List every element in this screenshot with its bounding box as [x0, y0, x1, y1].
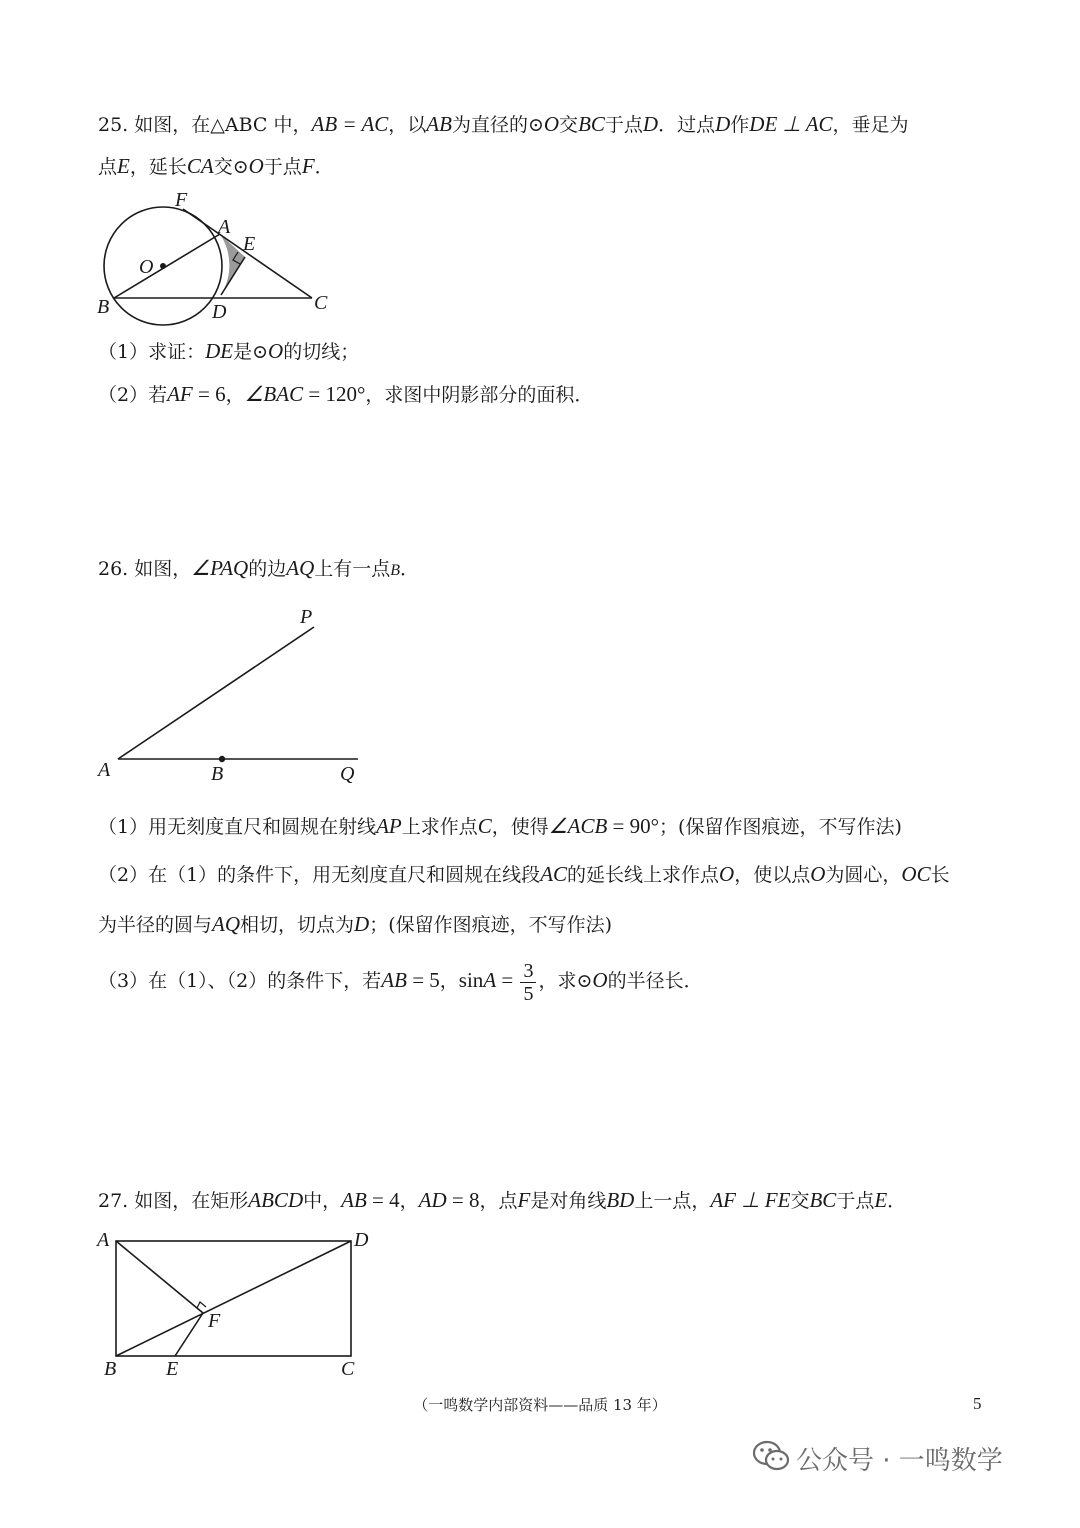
- watermark-text: 公众号 · 一鸣数学: [796, 1446, 1003, 1476]
- q25-line2: 点E，延长CA交⊙O于点F．: [98, 154, 334, 178]
- q27-label: E: [166, 1358, 179, 1380]
- q25-label: C: [314, 292, 328, 314]
- q27-label: C: [341, 1358, 355, 1380]
- q27-seg-af: [116, 1241, 203, 1313]
- fraction: $\frac{3}{5}$: [520, 960, 536, 1005]
- q27-line1: 27. 如图，在矩形ABCD中，AB = 4，AD = 8，点F是对角线BD上一点，AF ⊥ FE交BC于点E．: [98, 1188, 907, 1212]
- q25-label: D: [212, 301, 227, 323]
- q26-label: Q: [340, 763, 355, 785]
- page-footer: （一鸣数学内部资料——品质 13 年）: [413, 1396, 667, 1414]
- q27-label: A: [97, 1229, 110, 1251]
- q25-part1: （1）求证：DE是⊙O的切线；: [98, 339, 360, 363]
- q25-label: B: [97, 296, 110, 318]
- q27-label: D: [354, 1229, 369, 1251]
- watermark: [752, 1432, 1062, 1482]
- q26-part3: （3）在（1）、（2）的条件下，若AB = 5，sinA = $\frac{3}{5}$ ，求⊙O的半径长．: [98, 959, 703, 1005]
- q25-part2: （2）若AF = 6，∠BAC = 120°，求图中阴影部分的面积．: [98, 382, 594, 406]
- q27-diagonal-bd: [116, 1241, 351, 1356]
- q26-part1: （1）用无刻度直尺和圆规在射线AP上求作点C，使得∠ACB = 90°；(保留作图痕迹，不写作法): [98, 814, 902, 838]
- q27-right-angle-mark: [197, 1302, 206, 1308]
- q27-label: F: [208, 1310, 221, 1332]
- q25-line1: 25. 如图，在△ABC 中，AB = AC，以AB为直径的⊙O交BC于点D．过点D作DE ⊥ AC，垂足为: [98, 112, 909, 136]
- q25-label: F: [175, 189, 188, 211]
- q27-label: B: [104, 1358, 117, 1380]
- q25-label: A: [218, 216, 231, 238]
- wechat-icon: [752, 1438, 792, 1474]
- q26-label: B: [211, 763, 224, 785]
- q26-line1: 26. 如图，∠PAQ的边AQ上有一点B．: [98, 556, 420, 580]
- q25-label: E: [243, 233, 256, 255]
- q26-part2-line2: 为半径的圆与AQ相切，切点为D；(保留作图痕迹，不写作法): [98, 912, 613, 936]
- q25-label: O: [139, 256, 154, 278]
- q26-part2-line1: （2）在（1）的条件下，用无刻度直尺和圆规在线段AC的延长线上求作点O，使以点O为圆心，OC长: [98, 862, 950, 886]
- page-number: 5: [973, 1394, 982, 1413]
- q26-label: P: [300, 606, 313, 628]
- q26-label: A: [98, 759, 111, 781]
